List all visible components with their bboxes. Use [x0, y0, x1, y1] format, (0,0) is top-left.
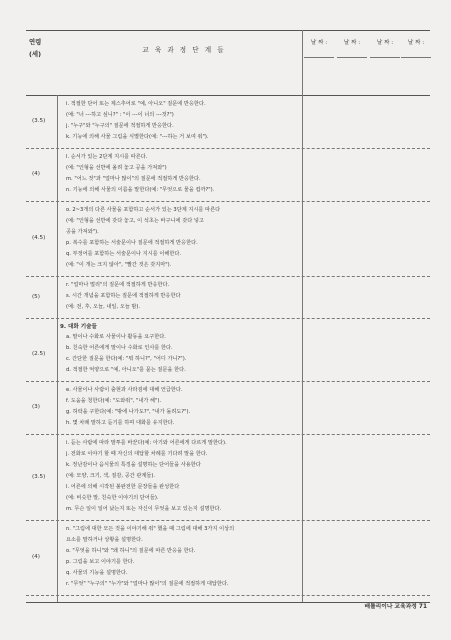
- table-header: [26, 30, 430, 95]
- curriculum-item: p. 복수를 포함하는 서술문이나 질문에 적절하게 반응한다.: [66, 240, 198, 246]
- curriculum-item: r. "얼마나 멀리"의 질문에 적절하게 반응한다.: [66, 282, 170, 288]
- curriculum-item: s. 시간 개념을 포함하는 질문에 적절하게 반응한다: [66, 293, 181, 299]
- age-unit: (세): [29, 50, 42, 58]
- curriculum-item: m. "어느 것"과 "얼마나 많이"의 질문에 적절하게 반응한다.: [66, 176, 201, 182]
- curriculum-item: g. 허락을 구한다(예: "밖에 나가도?", "내가 돌려도?").: [66, 409, 191, 415]
- curriculum-item: q. 사물의 기능을 설명한다.: [66, 570, 128, 576]
- date-header-1: 날 짜 :: [310, 40, 328, 46]
- table-top-border: [26, 30, 430, 31]
- age-label: (4): [32, 171, 40, 177]
- group-divider: [26, 201, 430, 202]
- curriculum-item: q. 부정어를 포함하는 서술문이나 지시를 이해한다.: [66, 251, 182, 257]
- curriculum-item: i. 듣는 사람에 따라 말투를 바꾼다(예: 아기와 어른에게 다르게 말한다).: [66, 440, 227, 446]
- age-label: (4): [32, 554, 40, 560]
- age-label: 연령: [29, 38, 42, 46]
- curriculum-item: a. 말이나 수화로 사물이나 활동을 요구한다.: [66, 334, 166, 340]
- curriculum-item: c. 간단한 질문을 한다(예: "뭐 하니?", "어디 가니?").: [66, 356, 187, 362]
- curriculum-item: d. 적절한 억양으로 "예, 아니오"를 묻는 질문을 한다.: [66, 367, 186, 373]
- section-title: 9. 대화 기술들: [60, 324, 97, 330]
- header-divider: [26, 95, 430, 96]
- curriculum-item: p. 그림을 보고 이야기를 한다.: [66, 559, 135, 565]
- age-label: (3.5): [32, 473, 46, 480]
- table-title: 교 육 과 정 단 계 들: [142, 46, 226, 54]
- curriculum-item: j. 전화로 이야기 할 때 자신의 대답할 차례를 기다려 말을 한다.: [66, 451, 208, 457]
- group-divider: [26, 318, 430, 319]
- curriculum-item: r. "무엇" "누구의" "누가"와 "얼마나 많이"의 질문에 적절하게 대답한다.: [66, 581, 229, 587]
- group-divider: [26, 434, 430, 435]
- curriculum-item: n. 기능에 의해 사물의 이름을 말한다(예: "무엇으로 물을 컵까?").: [66, 187, 215, 193]
- age-label: (3.5): [32, 118, 46, 124]
- curriculum-item: l. 순서가 있는 2단계 지시를 따른다.: [66, 154, 148, 160]
- curriculum-item: j. "누구"와 "누구의" 질문에 적절하게 반응한다.: [66, 123, 174, 129]
- curriculum-page: [26, 30, 430, 602]
- date-column-rule: [302, 30, 303, 602]
- curriculum-item: k. 기능에 의해 사물 그림을 식별한다(예: "---하는 거 보여 줘").: [66, 134, 209, 140]
- curriculum-item: b. 친숙한 어른에게 말이나 수화로 인사를 한다.: [66, 345, 173, 351]
- group-divider: [26, 381, 430, 382]
- curriculum-item: (예: 모양, 크기, 색, 질감, 공간 관계들).: [66, 473, 156, 479]
- curriculum-item: f. 도움을 청한다(예: "도와줘", "내가 해").: [66, 398, 162, 404]
- curriculum-item: l. 어른에 의해 시작된 불완전한 문장들을 완성한다: [66, 484, 180, 490]
- curriculum-item: (예: 전, 후, 오늘, 내일, 오늘 밤).: [66, 304, 141, 310]
- curriculum-item: e. 사물이나 사람이 출현과 사라짐에 대해 언급한다.: [66, 387, 183, 393]
- date-underline: [401, 57, 431, 58]
- age-label: (3): [32, 404, 40, 410]
- curriculum-item: (예: "인형을 선반에 올려 놓고 공을 가져와"): [66, 165, 167, 171]
- date-underline: [370, 57, 400, 58]
- date-underline: [304, 57, 334, 58]
- date-header-2: 날 짜 :: [343, 40, 361, 46]
- group-divider: [26, 595, 430, 596]
- curriculum-item: 공을 가져와").: [66, 229, 99, 235]
- curriculum-item: h. 몇 차례 말하고 듣기를 하며 대화를 유지한다.: [66, 420, 175, 426]
- age-header: [29, 36, 41, 60]
- curriculum-item: (예: "너 ---하고 싶니?" : "이 ---이 너의 ---것?"): [66, 112, 174, 118]
- curriculum-item: k. 정난감이나 음식물의 특징을 설명하는 단어들을 사용한다: [66, 462, 201, 468]
- group-divider: [26, 520, 430, 521]
- curriculum-item: i. 적절한 단어 또는 제스추어로 "예, 아니오" 질문에 반응한다.: [66, 101, 206, 107]
- group-divider: [26, 148, 430, 149]
- curriculum-item: o. 2~3개의 다른 사물을 포함하고 순서가 있는 3단계 지시를 따른다: [66, 207, 221, 213]
- age-label: (5): [32, 293, 40, 300]
- date-underline: [337, 57, 367, 58]
- curriculum-item: o. "무엇을 하니"와 "왜 하니"의 질문에 따른 반응을 한다.: [66, 548, 196, 554]
- curriculum-item: n. "그림에 대한 모든 것을 이야기해 줘" 했을 때 그림에 대해 3가지 이상의: [66, 526, 235, 532]
- age-label: (2.5): [32, 351, 46, 357]
- curriculum-item: 요소를 말하거나 상황을 설명한다.: [66, 537, 143, 543]
- age-label: (4.5): [32, 235, 46, 241]
- age-column-rule: [57, 95, 58, 602]
- curriculum-item: (예: 비슷한 말, 친숙한 이야기의 단어들).: [66, 495, 159, 501]
- date-header-4: 날 짜 :: [407, 40, 425, 46]
- curriculum-item: (예: "인형을 선반에 갖다 놓고, 이 석초는 바구니에 갖다 넣고: [66, 218, 204, 224]
- date-header-3: 날 짜 :: [376, 40, 394, 46]
- curriculum-item: m. 무슨 일이 일어 났는지 또는 자신이 무엇을 보고 있는지 설명한다.: [66, 506, 222, 512]
- curriculum-item: (예: "이 개는 크지 않아", "빨간 것은 갖지마").: [66, 262, 172, 268]
- group-divider: [26, 276, 430, 277]
- page-footer: 배틀리이나 교육과정 71: [364, 604, 427, 610]
